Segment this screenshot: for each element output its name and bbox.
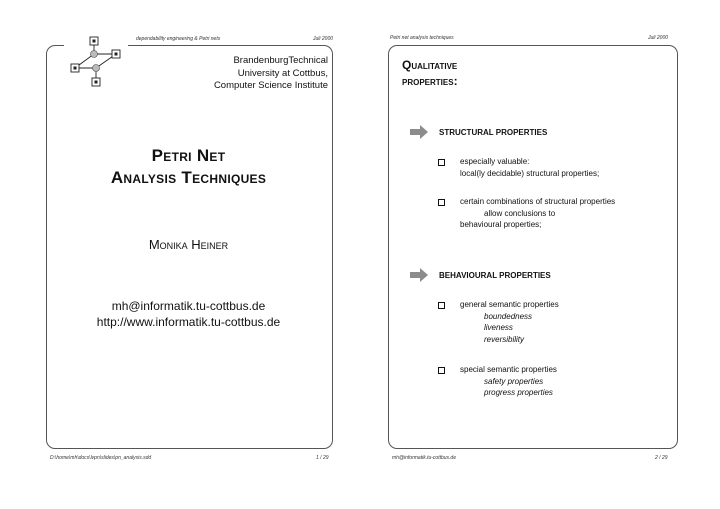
checkbox-bullet-icon [438, 159, 445, 166]
list-item [460, 299, 559, 345]
section-heading-behavioural: BEHAVIOURAL PROPERTIES [439, 271, 551, 280]
slide-title-line-1: Qualitative [402, 58, 458, 72]
property-item: reversibility [484, 334, 525, 344]
list-item-line: general semantic properties [460, 300, 559, 309]
header-right: Juli 2000 [313, 36, 334, 42]
property-item: progress properties [484, 388, 553, 397]
list-item-line: behavioural properties; [460, 220, 542, 229]
header-left: dependability engineering & Petri nets [136, 36, 221, 42]
arrow-right-icon [410, 268, 428, 282]
page-title-line-1: Petri Net [151, 146, 226, 165]
checkbox-bullet-icon [438, 367, 445, 374]
footer-page-number: 2 / 29 [655, 455, 668, 461]
institution-line: BrandenburgTechnical [233, 55, 328, 66]
email-address: mh@informatik.tu-cottbus.de [111, 299, 266, 313]
header-right: Juli 2000 [648, 35, 669, 41]
website-url: http://www.informatik.tu-cottbus.de [96, 315, 281, 329]
checkbox-bullet-icon [438, 199, 445, 206]
list-item-line: special semantic properties [460, 365, 557, 374]
list-item [460, 196, 615, 231]
institution-line: Computer Science Institute [213, 80, 328, 91]
header-left: Petri net analysis techniques [390, 35, 454, 41]
property-item: boundedness [484, 311, 533, 321]
property-item: safety properties [484, 376, 544, 386]
institution-line: University at Cottbus, [237, 67, 328, 79]
arrow-right-icon [410, 125, 428, 139]
list-item [460, 156, 599, 179]
list-item-line: especially valuable: [460, 157, 530, 166]
list-item-line: allow conclusions to [484, 208, 556, 218]
footer-page-number: 1 / 29 [316, 455, 329, 461]
list-item-line: certain combinations of structural properties [460, 197, 616, 206]
property-item: liveness [484, 323, 513, 332]
checkbox-bullet-icon [438, 302, 445, 309]
slide-title-line-2: properties: [402, 74, 458, 88]
page-title-line-2: Analysis Techniques [110, 168, 267, 187]
section-heading-structural: STRUCTURAL PROPERTIES [439, 128, 548, 137]
footer-email: mh@informatik.tu-cottbus.de [392, 455, 456, 461]
list-item-line: local(ly decidable) structural properties; [460, 168, 600, 178]
list-item [460, 364, 557, 399]
petri-net-logo-icon [64, 32, 128, 92]
slide-page-2 [360, 0, 720, 509]
institution-block [214, 55, 328, 93]
author-name: Monika Heiner [148, 237, 229, 252]
footer-file-path: D:\home\mh\docs\lvpn\slides\pn_analysis.sdd [50, 455, 152, 461]
